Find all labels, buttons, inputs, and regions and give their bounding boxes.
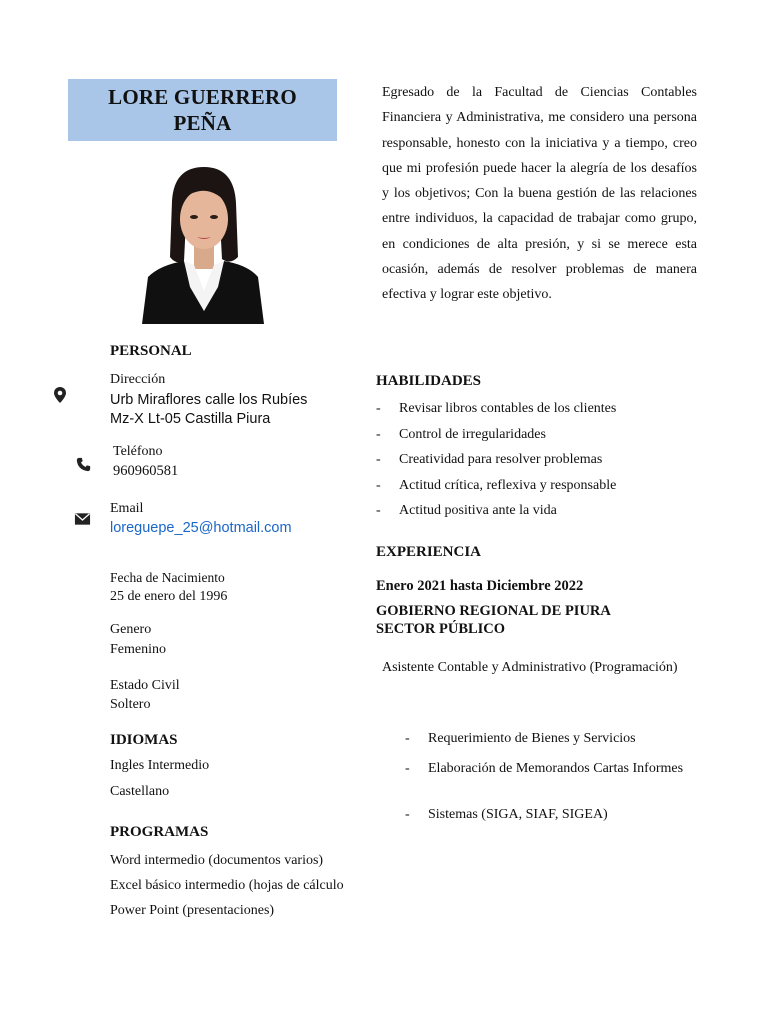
birth-value: 25 de enero del 1996 <box>110 589 228 604</box>
phone-value: 960960581 <box>113 463 179 479</box>
address-line-1: Urb Miraflores calle los Rubíes <box>110 392 308 408</box>
skill-text: Creatividad para resolver problemas <box>399 452 603 467</box>
phone-label: Teléfono <box>113 444 163 459</box>
civil-status-label: Estado Civil <box>110 678 180 693</box>
address-label: Dirección <box>110 372 166 387</box>
list-item: - Elaboración de Memorandos Cartas Informes <box>405 757 696 807</box>
experience-org-line-2: SECTOR PÚBLICO <box>376 621 506 637</box>
name-line-2: PEÑA <box>173 111 232 135</box>
email-link[interactable]: loreguepe_25@hotmail.com <box>110 520 292 536</box>
gender-label: Genero <box>110 622 152 637</box>
task-text: Sistemas (SIGA, SIAF, SIGEA) <box>428 806 608 822</box>
list-item: - Revisar libros contables de los clientes <box>376 401 617 416</box>
profile-summary: Egresado de la Facultad de Ciencias Contables Financiera y Administrativa, me considero una persona responsable, honesto con la iniciativa y a tiempo, creo que mi profesión puede hacer la alegría de los desafíos y los objetivos; Con la buena gestión de las relaciones entre individuos, la capacidad de trabajar como grupo, en condiciones de alta presión, y si se merece esta ocasión, además de resolver problemas de manera efectiva y lograr este objetivo. <box>382 85 697 303</box>
skill-text: Revisar libros contables de los clientes <box>399 401 617 416</box>
list-item: - Creatividad para resolver problemas <box>376 452 603 467</box>
program-item: Excel básico intermedio (hojas de cálculo <box>110 878 344 893</box>
skills-heading: HABILIDADES <box>376 373 482 389</box>
task-text: Elaboración de Memorandos Cartas Informes <box>428 760 684 776</box>
list-item: - Control de irregularidades <box>376 426 546 442</box>
experience-tasks <box>405 731 696 832</box>
birth-label: Fecha de Nacimiento <box>110 570 225 585</box>
experience-role: Asistente Contable y Administrativo (Programación) <box>382 660 678 675</box>
experience-period: Enero 2021 hasta Diciembre 2022 <box>376 578 584 594</box>
phone-icon <box>76 457 91 472</box>
list-item: - Sistemas (SIGA, SIAF, SIGEA) <box>405 807 696 833</box>
skill-text: Actitud crítica, reflexiva y responsable <box>399 477 617 493</box>
skills-list <box>376 401 696 529</box>
language-item: Castellano <box>110 784 170 799</box>
email-label: Email <box>110 501 144 516</box>
personal-heading: PERSONAL <box>110 343 192 359</box>
program-item: Word intermedio (documentos varios) <box>110 853 324 868</box>
list-item: - Actitud crítica, reflexiva y responsable <box>376 477 617 493</box>
location-pin-icon <box>51 386 69 404</box>
profile-photo <box>142 161 264 324</box>
skill-text: Actitud positiva ante la vida <box>399 503 557 518</box>
experience-heading: EXPERIENCIA <box>376 544 482 560</box>
program-item: Power Point (presentaciones) <box>110 903 275 918</box>
address-line-2: Mz-X Lt-05 Castilla Piura <box>110 411 271 427</box>
list-item: - Requerimiento de Bienes y Servicios <box>405 731 696 757</box>
envelope-icon <box>74 512 91 526</box>
name-banner <box>68 79 337 141</box>
gender-value: Femenino <box>110 642 166 657</box>
language-item: Ingles Intermedio <box>110 758 210 773</box>
experience-org-line-1: GOBIERNO REGIONAL DE PIURA <box>376 603 611 619</box>
skill-text: Control de irregularidades <box>399 426 546 442</box>
name-line-1: LORE GUERRERO <box>108 85 297 109</box>
full-name <box>93 84 313 136</box>
list-item: - Actitud positiva ante la vida <box>376 503 557 518</box>
civil-status-value: Soltero <box>110 697 151 712</box>
programs-heading: PROGRAMAS <box>110 824 209 840</box>
task-text: Requerimiento de Bienes y Servicios <box>428 731 636 746</box>
languages-heading: IDIOMAS <box>110 732 178 748</box>
